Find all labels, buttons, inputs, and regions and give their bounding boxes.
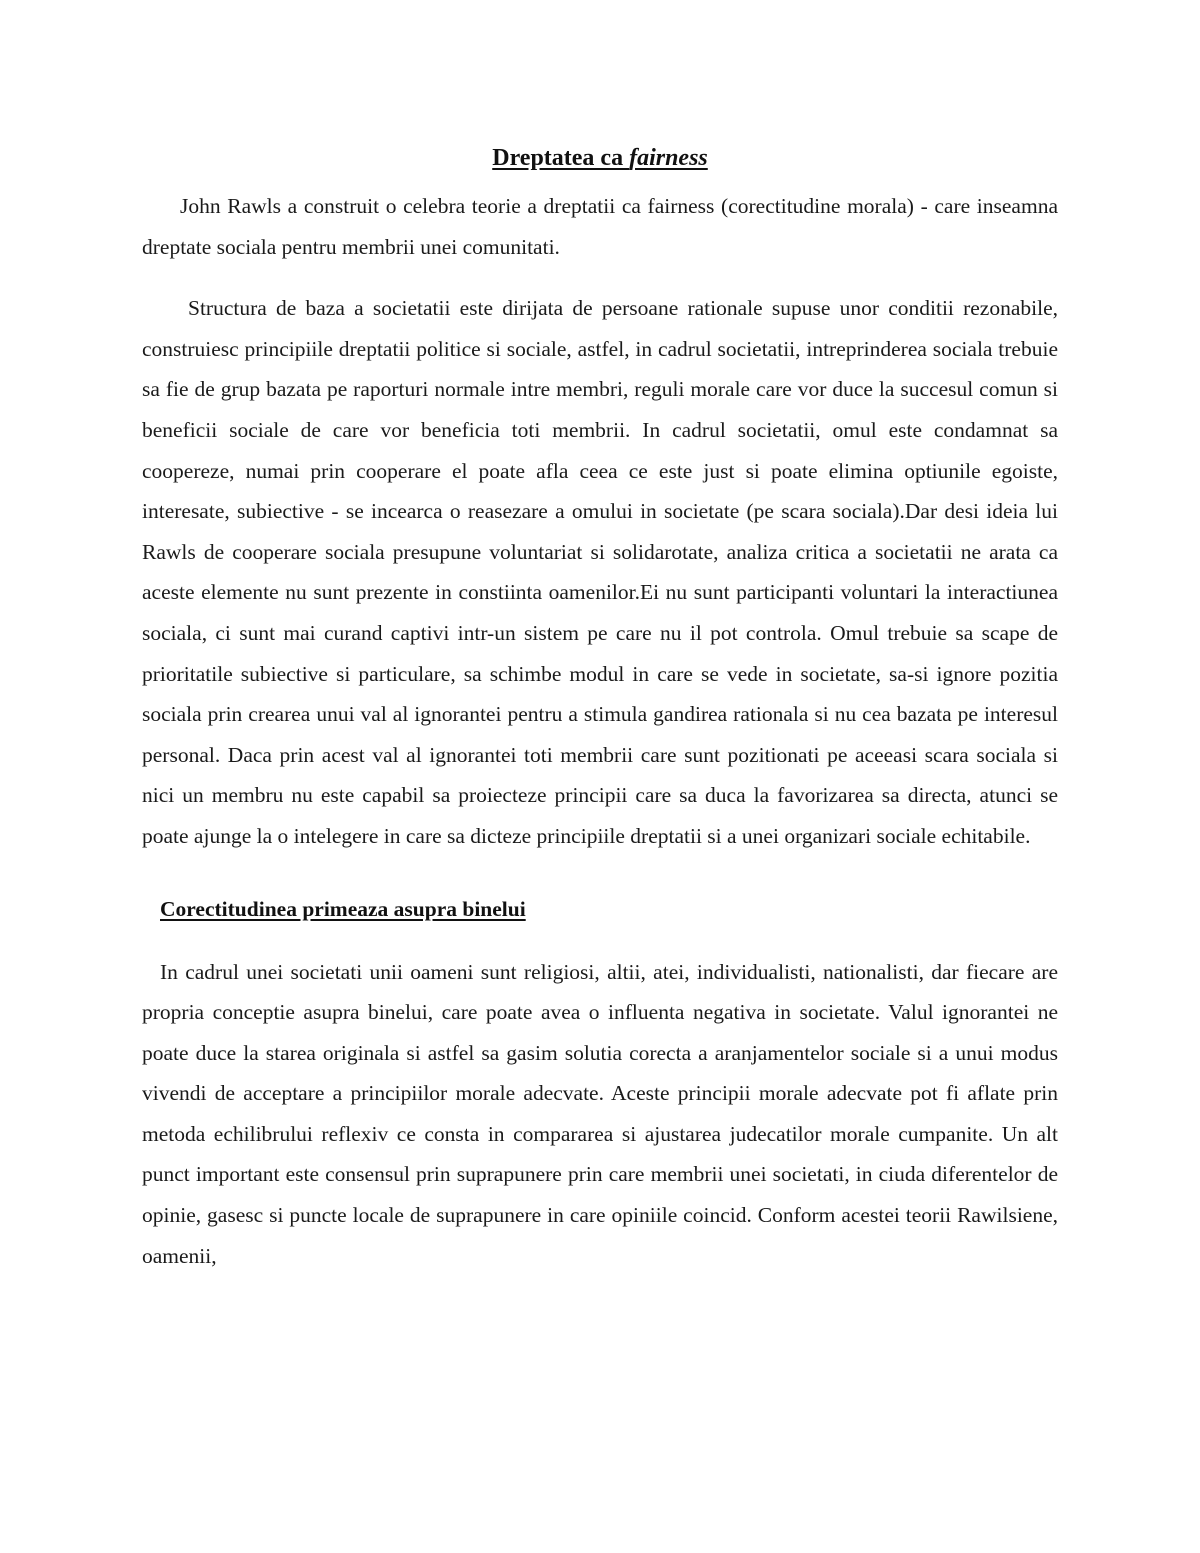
title-main-text: Dreptatea ca [492, 145, 630, 171]
paragraph-intro: John Rawls a construit o celebra teorie a dreptatii ca fairness (corectitudine morala) - care inseamna dreptate sociala pentru membrii unei comunitati. [142, 194, 1058, 259]
section-heading: Corectitudinea primeaza asupra binelui [160, 896, 526, 921]
document-body [142, 140, 1058, 1276]
paragraph-correctness: In cadrul unei societati unii oameni sunt religiosi, altii, atei, individualisti, nationalisti, dar fiecare are propria conceptie asupra binelui, care poate avea o influenta negativa in societate. Valul ignorantei ne poate duce la starea originala si astfel sa gasim solutia corecta a aranjamentelor sociale si a unui modus vivendi de acceptare a principiilor morale adecvate. Aceste principii morale adecvate pot fi aflate prin metoda echilibrului reflexiv ce consta in compararea si ajustarea judecatilor morale cumpanite. Un alt punct important este consensul prin suprapunere prin care membrii unei societati, in ciuda diferentelor de opinie, gasesc si puncte locale de suprapunere in care opiniile coincid. Conform acestei teorii Rawilsiene, oamenii, [142, 959, 1058, 1268]
title-italic-text: fairness [629, 145, 708, 171]
page-title [142, 140, 1058, 176]
paragraph-structure: Structura de baza a societatii este dirijata de persoane rationale supuse unor conditii rezonabile, construiesc principiile dreptatii politice si sociale, astfel, in cadrul societatii, intreprinderea sociala trebuie sa fie de grup bazata pe raporturi normale intre membri, reguli morale care vor duce la succesul comun si beneficii sociale de care vor beneficia toti membrii. In cadrul societatii, omul este condamnat sa coopereze, numai prin cooperare el poate afla ceea ce este just si poate elimina optiunile egoiste, interesate, subiective - se incearca o reasezare a omului in societate (pe scara sociala).Dar desi ideia lui Rawls de cooperare sociala presupune voluntariat si solidarotate, analiza critica a societatii ne arata ca aceste elemente nu sunt prezente in constiinta oamenilor.Ei nu sunt participanti voluntari la interactiunea sociala, ci sunt mai curand captivi intr-un sistem pe care nu il pot controla. Omul trebuie sa scape de prioritatile subiective si particulare, sa schimbe modul in care se vede in societate, sa-si ignore pozitia sociala prin crearea unui val al ignorantei pentru a stimula gandirea rationala si nu cea bazata pe interesul personal. Daca prin acest val al ignorantei toti membrii care sunt pozitionati pe aceeasi scara sociala si nici un membru nu este capabil sa proiecteze principii care sa duca la favorizarea sa directa, atunci se poate ajunge la o intelegere in care sa dicteze principiile dreptatii si a unei organizari sociale echitabile. [142, 296, 1058, 848]
